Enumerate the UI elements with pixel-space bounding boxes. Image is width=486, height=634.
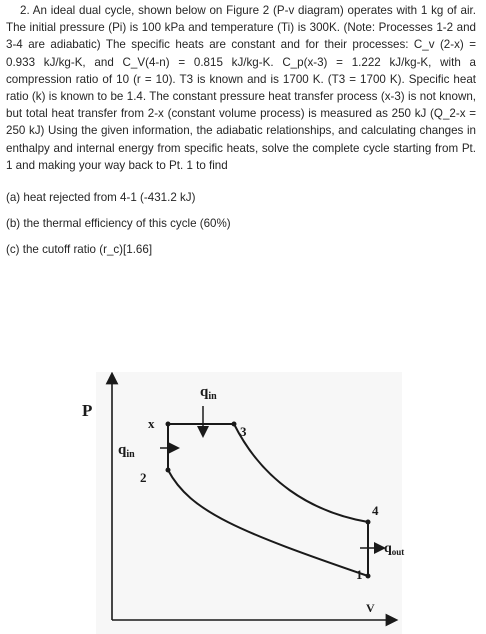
- pv-diagram: [0, 372, 486, 634]
- problem-statement: 2. An ideal dual cycle, shown below on Figure 2 (P-v diagram) operates with 1 kg of air. The initial pressure (Pi) is 100 kPa and temperature (Ti) is 300K. (Note: Processes 1-2 and 3-4 are adiabatic) The specific heats are constant and for their processes: C_v (2-x) = 0.933 kJ/kg-K, and C_V(4-n) = 0.815 kJ/kg-K. C_p(x-3) = 1.222 kJ/kg-K, with a compression ratio of 10 (r = 10). T3 is known and is 1700 K. (T3 = 1700 K). Specific heat ratio (k) is known to be 1.4. The constant pressure heat transfer process (x-3) is not known, but total heat transfer from 2-x (constant volume process) is measured as 250 kJ (Q_2-x = 250 kJ) Using the given information, the adiabatic relationships, and calculating changes in enthalpy and internal energy from specific heats, solve the complete cycle starting from Pt. 1 and making your way back to Pt. 1 to find: [6, 4, 476, 172]
- point-4-label: 4: [372, 503, 379, 518]
- point-x-marker: [166, 422, 171, 427]
- qin-left-label: $q_{in}$: [118, 442, 135, 460]
- axis-p-label: P: [82, 401, 93, 420]
- part-c: (c) the cutoff ratio (r_c)[1.66]: [6, 243, 153, 256]
- point-x-label: x: [148, 416, 155, 431]
- figure-background: [96, 372, 405, 634]
- point-2-label: 2: [140, 470, 147, 485]
- point-3-marker: [232, 422, 237, 427]
- qout-label: $q_{out}$: [384, 541, 405, 557]
- axis-v-label: V: [366, 601, 375, 615]
- part-a: (a) heat rejected from 4-1 (-431.2 kJ): [6, 191, 196, 204]
- point-2-marker: [166, 468, 171, 473]
- point-4-marker: [366, 520, 371, 525]
- point-1-label: 1: [356, 567, 363, 582]
- qin-top-label: $q_{in}$: [200, 384, 217, 402]
- point-3-label: 3: [240, 424, 247, 439]
- point-1-marker: [366, 574, 371, 579]
- part-b: (b) the thermal efficiency of this cycle (60%): [6, 217, 231, 230]
